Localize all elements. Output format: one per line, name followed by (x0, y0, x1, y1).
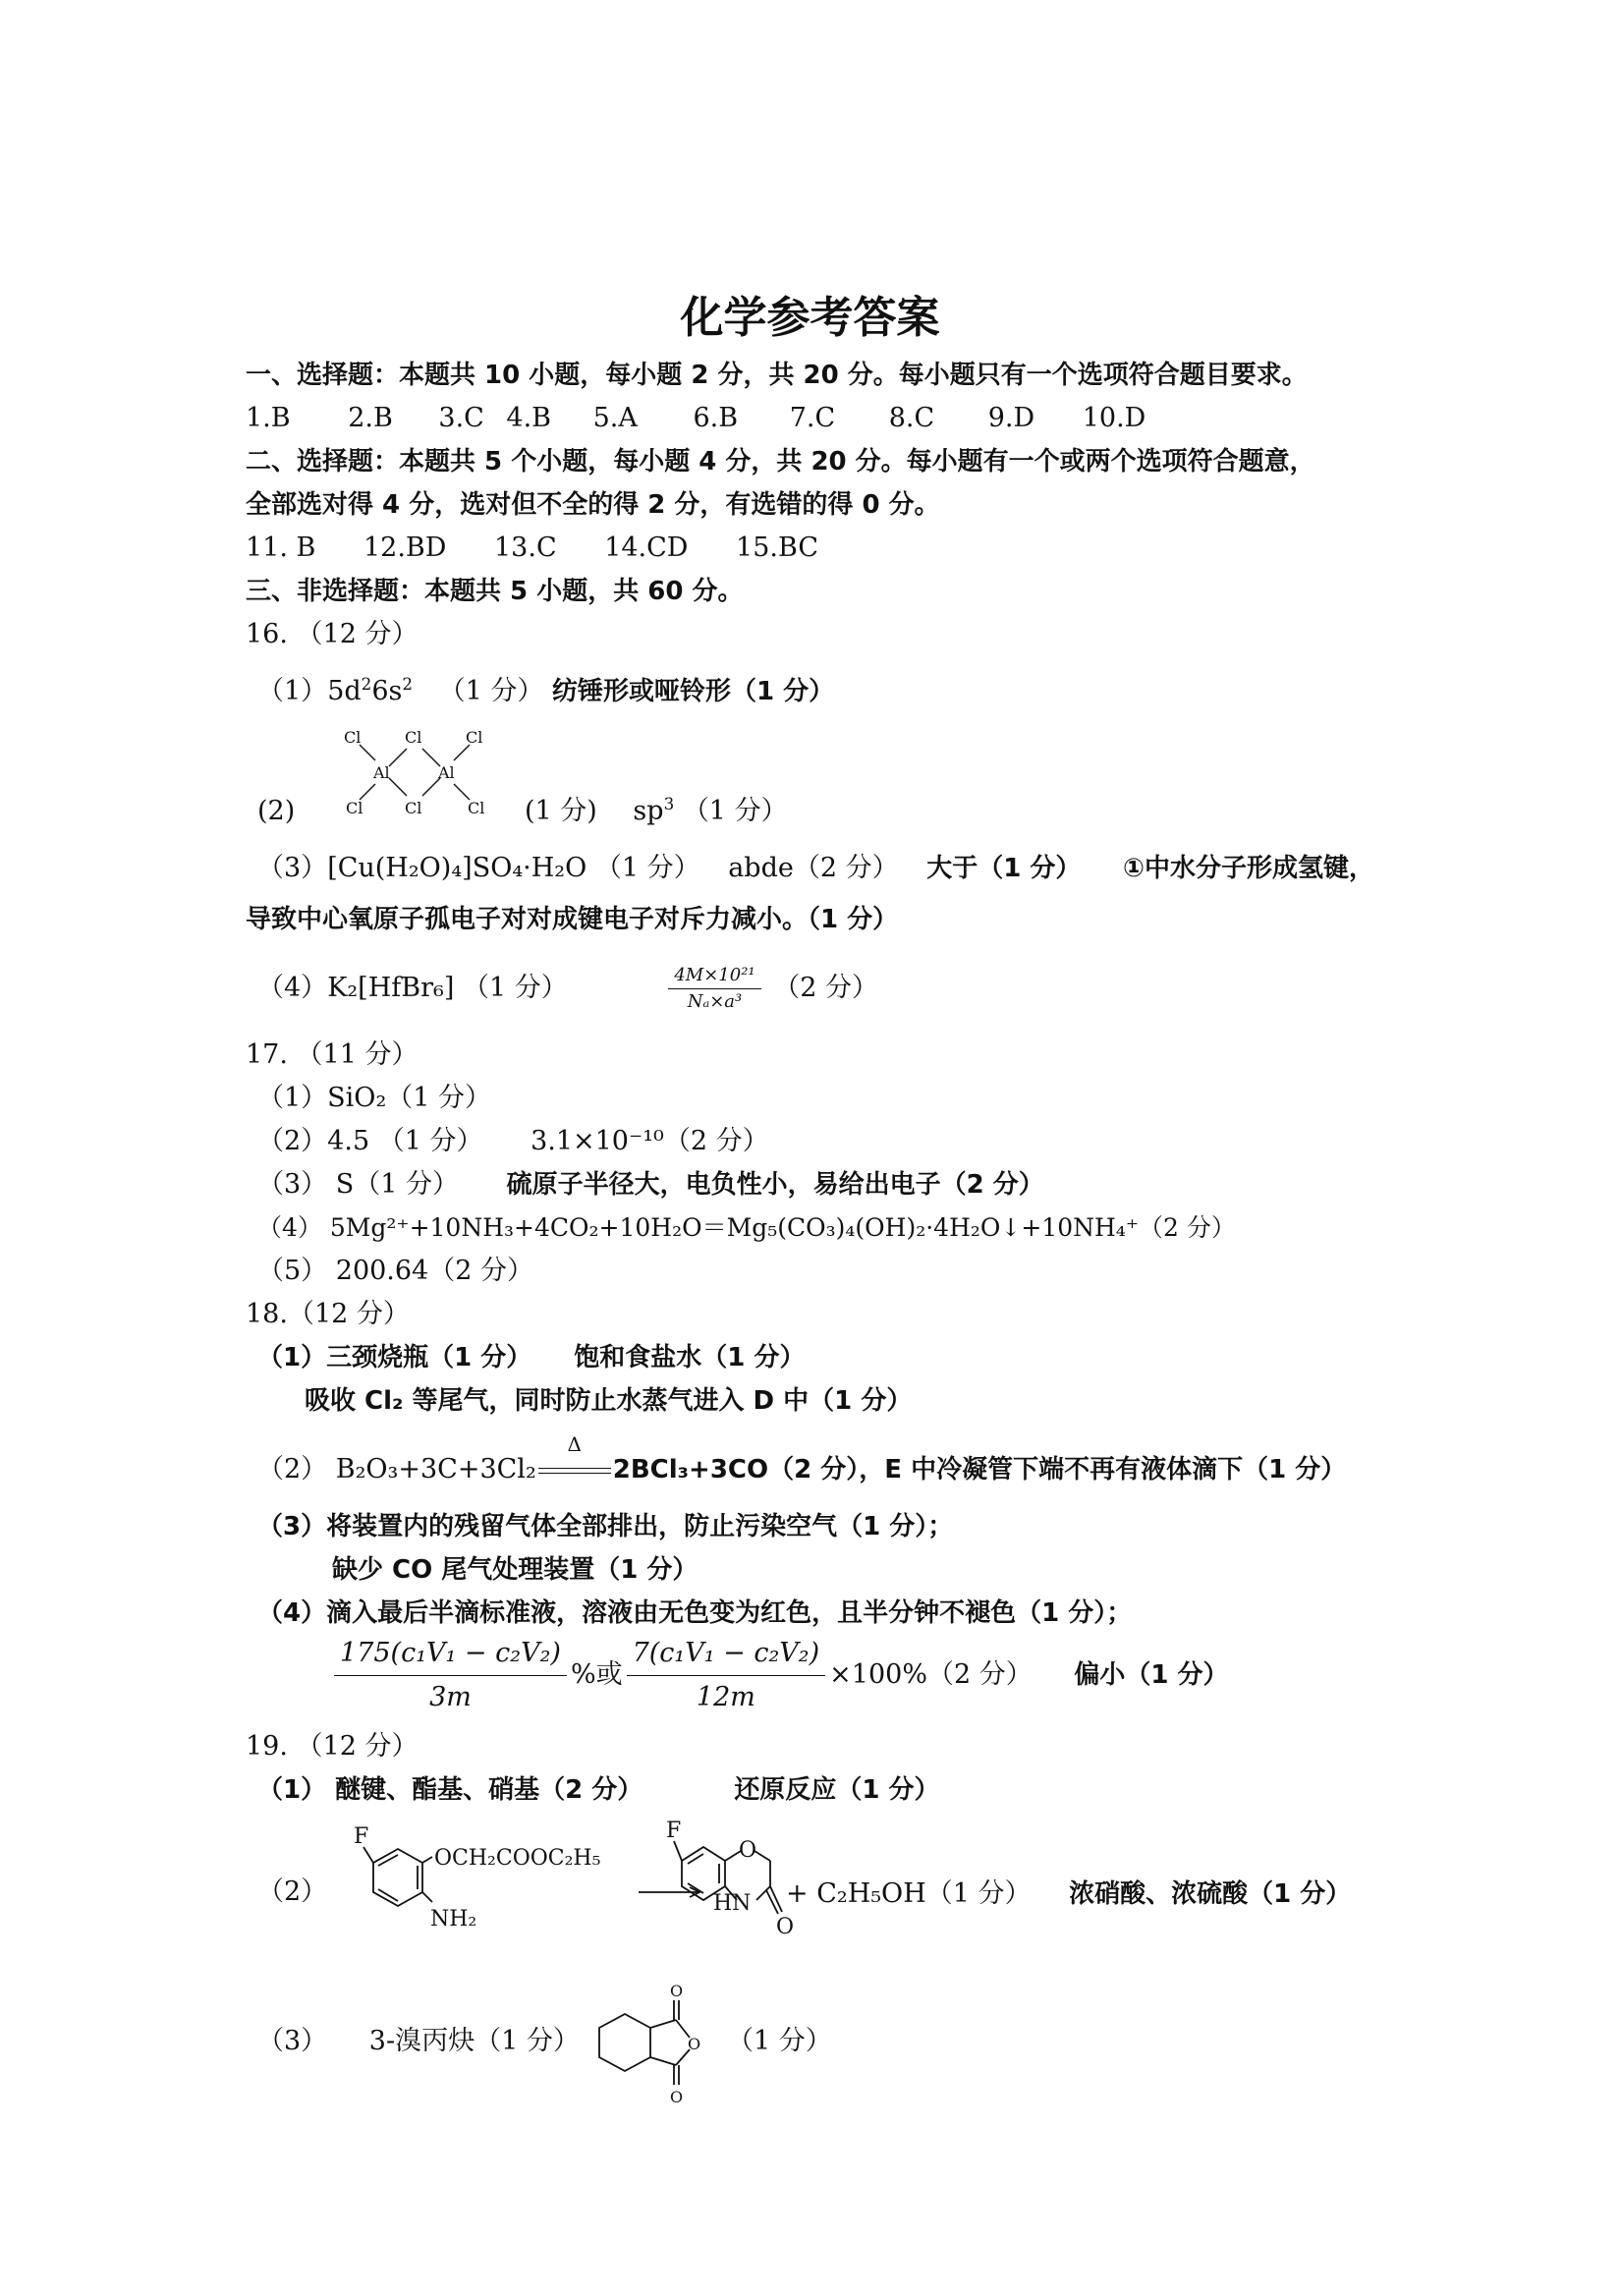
answer-14: 14.CD (604, 532, 689, 563)
answer-8: 8.C (888, 403, 935, 433)
substituent-label: OCH₂COOC₂H₅ (434, 1846, 601, 1871)
q18-part-1: （1）三颈烧瓶（1 分） 饱和食盐水（1 分） (257, 1343, 806, 1372)
q19-part-3: （3） 3-溴丙炔（1 分） (257, 2026, 580, 2056)
q16-part-3-reason-cont: 导致中心氧原子孤电子对对成键电子对斥力减小。（1 分） (246, 905, 899, 934)
q19-heading: 19. （12 分） (246, 1731, 419, 1762)
q19-part-3-score: （1 分） (727, 2026, 832, 2056)
q17-part-4: （4） 5Mg²⁺+10NH₃+4CO₂+10H₂O＝Mg₅(CO₃)₄(OH)₂·4H₂O↓+10NH₄⁺（2 分） (257, 1213, 1236, 1242)
cl-atom: Cl (405, 799, 422, 817)
q18-part-2: （2） B₂O₃+3C+3Cl₂ Δ 2BCl₃+3CO（2 分），E 中冷凝管下端不再有液体滴下（1 分） (257, 1452, 1346, 1487)
q16-part-4: （4）K₂[HfBr₆] （1 分） $\frac{\text{4M×10²¹}}{\text{Nₐ×a³}}$ （2 分） (257, 965, 878, 1012)
answer-4: 4.B (506, 403, 552, 433)
q16-part-3: （3）[Cu(H₂O)₄]SO₄·H₂O （1 分） abde（2 分） 大于（1 分） ①中水分子形成氢键， (257, 853, 1374, 883)
q19-part-2-label: （2） (257, 1876, 328, 1907)
section-2-heading-1: 二、选择题：本题共 5 个小题，每小题 4 分，共 20 分。每小题有一个或两个选项符合题意， (246, 447, 1315, 476)
answer-5: 5.A (592, 403, 638, 433)
o-label: O (670, 1982, 684, 2000)
section-3-heading: 三、非选择题：本题共 5 小题，共 60 分。 (246, 577, 744, 606)
section-2-answers (246, 531, 818, 566)
anhydride-structure (589, 1965, 747, 2112)
answer-10: 10.D (1082, 403, 1146, 433)
q18-part-1-cont: 吸收 Cl₂ 等尾气，同时防止水蒸气进入 D 中（1 分） (305, 1386, 913, 1416)
answer-12: 12.BD (363, 532, 447, 563)
q16-heading: 16. （12 分） (246, 619, 419, 649)
q17-part-1: （1）SiO₂（1 分） (257, 1083, 492, 1113)
section-2-heading-2: 全部选对得 4 分，选对但不全的得 2 分，有选错的得 0 分。 (246, 490, 940, 520)
density-fraction: $\frac{\text{4M×10²¹}}{\text{Nₐ×a³}}$ (668, 965, 760, 1013)
cl-atom: Cl (468, 799, 485, 817)
q18-heading: 18.（12 分） (246, 1299, 410, 1329)
q18-part-4: （4）滴入最后半滴标准液，溶液由无色变为红色，且半分钟不褪色（1 分）； (257, 1598, 1133, 1628)
q18-part-3: （3）将装置内的残留气体全部排出，防止污染空气（1 分）； (257, 1512, 954, 1541)
fraction-2: $\frac{\text{7(c₁V₁ − c₂V₂)}}{12m}$ (627, 1634, 826, 1717)
cl-atom: Cl (344, 728, 362, 747)
al-atom: Al (373, 763, 390, 782)
q16-part-2: (1 分) $sp^3$ （1 分） (525, 794, 788, 826)
section-1-heading: 一、选择题：本题共 10 小题，每小题 2 分，共 20 分。每小题只有一个选项符合题目要求。 (246, 361, 1308, 390)
f-label: F (666, 1819, 682, 1843)
cl-atom: Cl (466, 728, 483, 747)
ring-o-label: O (688, 2035, 701, 2053)
q18-part-3-cont: 缺少 CO 尾气处理装置（1 分） (332, 1555, 698, 1585)
answer-2: 2.B (348, 403, 393, 433)
q17-heading: 17. （11 分） (246, 1039, 419, 1070)
f-label: F (354, 1824, 369, 1849)
answer-3: 3.C (438, 403, 484, 433)
nh2-label: NH₂ (430, 1907, 477, 1932)
hn-label: HN (713, 1891, 752, 1916)
section-1-answers (246, 401, 1145, 436)
cl-atom: Cl (346, 799, 363, 817)
al2cl6-structure (334, 725, 501, 819)
q16-part-2-label: (2) (257, 796, 296, 826)
q17-part-3: （3） S（1 分） 硫原子半径大，电负性小，易给出电子（2 分） (257, 1169, 1044, 1200)
q19-part-1: （1） 醚键、酯基、硝基（2 分） 还原反应（1 分） (257, 1775, 940, 1805)
o-label: O (670, 2088, 684, 2106)
product-structure (668, 1798, 806, 1955)
cl-atom: Cl (405, 728, 422, 747)
q19-part-2: + C₂H₅OH（1 分） 浓硝酸、浓硫酸（1 分） (786, 1878, 1352, 1909)
answer-1: 1.B (246, 403, 291, 433)
al-atom: Al (438, 763, 455, 782)
answer-7: 7.C (789, 403, 836, 433)
o-label: O (739, 1838, 757, 1863)
fraction-1: $\frac{\text{175(c₁V₁ − c₂V₂)}}{3m}$ (334, 1634, 567, 1717)
page-title: 化学参考答案 (680, 293, 940, 343)
reaction-arrow: Δ (536, 1452, 613, 1487)
carbonyl-o-label: O (776, 1915, 795, 1939)
answer-13: 13.C (494, 532, 557, 563)
q18-part-4-formula: $\frac{\text{175(c₁V₁ − c₂V₂)}}{3m}$ %或 $\frac{\text{7(c₁V₁ − c₂V₂)}}{12m}$ ×100%（2 分） 偏小（1 分） (330, 1631, 1229, 1719)
answer-9: 9.D (987, 403, 1035, 433)
q17-part-2: （2）4.5 （1 分） 3.1×10⁻¹⁰（2 分） (257, 1126, 769, 1156)
q17-part-5: （5） 200.64（2 分） (257, 1256, 533, 1286)
answer-6: 6.B (693, 403, 739, 433)
q16-part-1: $(1)5d^26s^2$ （1 分） 纺锤形或哑铃形（1 分） (257, 674, 835, 706)
answer-11: 11. B (246, 532, 316, 563)
answer-15: 15.BC (736, 532, 818, 563)
